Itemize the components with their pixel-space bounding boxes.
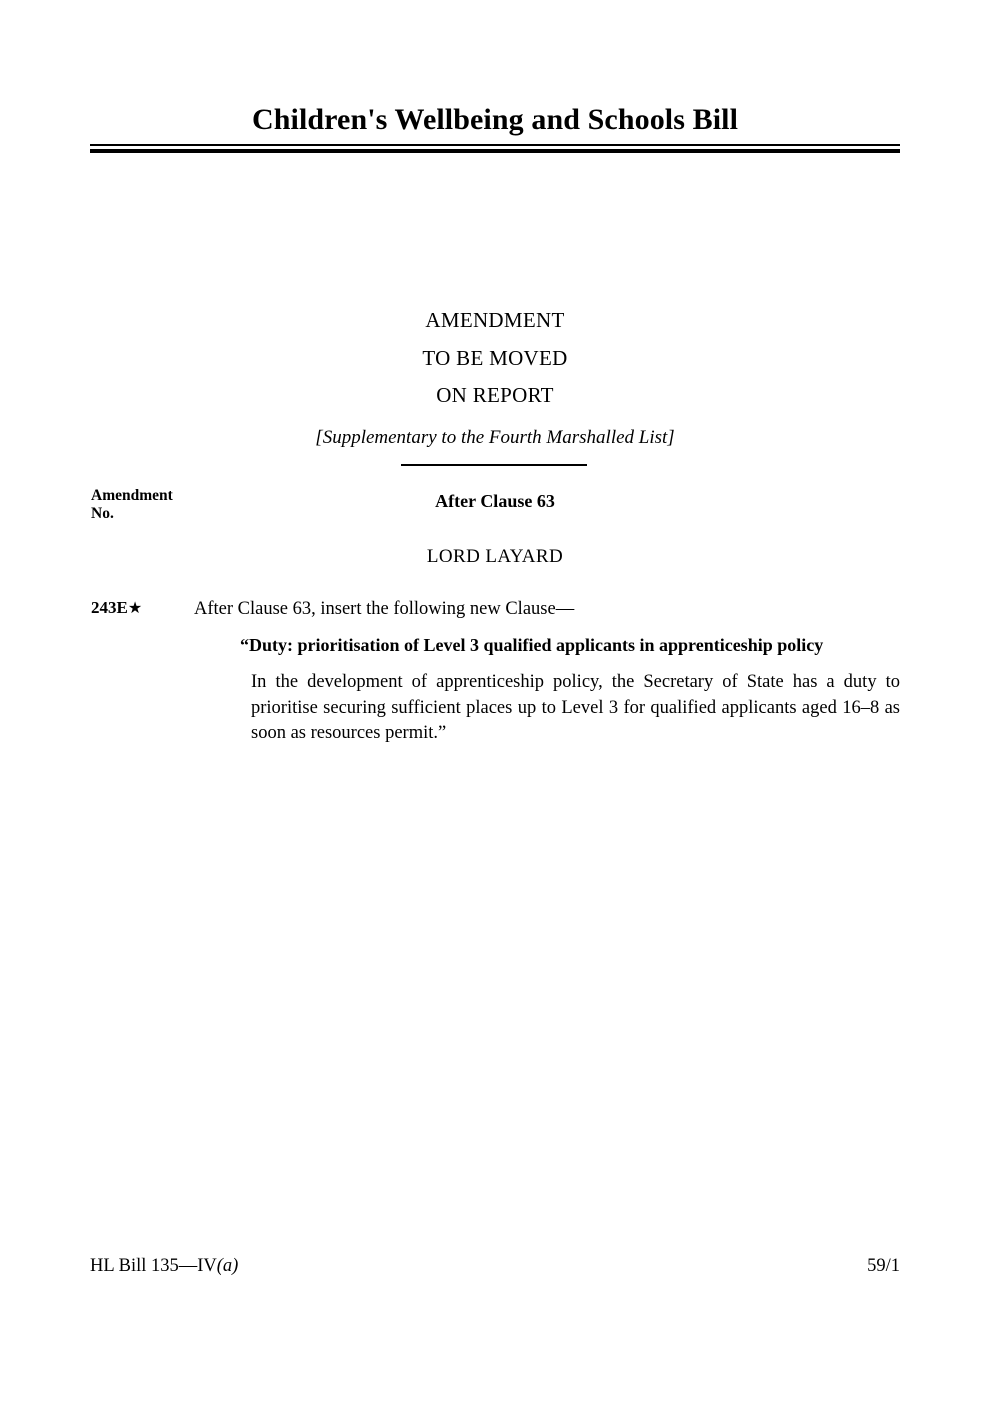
amendment-no-label-line1: Amendment — [91, 487, 173, 504]
footer-bill-reference-main: HL Bill 135—IV — [90, 1256, 217, 1276]
new-clause-body: In the development of apprenticeship policy, the Secretary of State has a duty to prioritise securing sufficient places up to Level 3 for qualified applicants aged 16–8 as soon as resources permit.” — [251, 672, 900, 743]
new-clause-title: “Duty: prioritisation of Level 3 qualified applicants in apprenticeship policy — [240, 635, 824, 655]
footer-page-number: 59/1 — [867, 1256, 900, 1276]
section-divider-rule — [401, 464, 587, 466]
headline-amendment: AMENDMENT — [425, 308, 565, 332]
rule-thick-line — [90, 149, 900, 153]
clause-heading: After Clause 63 — [435, 491, 555, 511]
footer-bill-reference — [90, 1256, 238, 1277]
amendment-lead-in-text: After Clause 63, insert the following new Clause— — [194, 599, 575, 619]
headline-on-report: ON REPORT — [436, 383, 554, 407]
mover-name: LORD LAYARD — [426, 546, 564, 567]
page-title: Children's Wellbeing and Schools Bill — [251, 103, 739, 136]
supplementary-note: [Supplementary to the Fourth Marshalled List] — [315, 426, 675, 448]
amendment-no-label-line2: No. — [91, 505, 114, 522]
headline-to-be-moved: TO BE MOVED — [422, 345, 568, 370]
footer-bill-reference-suffix: (a) — [216, 1256, 239, 1276]
amendment-number — [91, 598, 142, 618]
title-double-rule — [90, 144, 900, 153]
amendment-number-value: 243E — [91, 598, 128, 617]
star-icon: ★ — [127, 600, 143, 617]
headline-block — [90, 302, 900, 456]
